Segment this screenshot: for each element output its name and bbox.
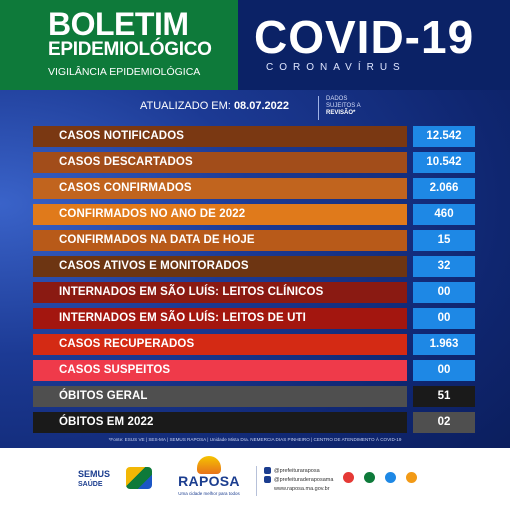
- footer-divider: [256, 466, 257, 496]
- revision-note-line1: DADOS: [326, 96, 348, 102]
- raposa-name: RAPOSA: [178, 473, 240, 489]
- stat-label: CASOS ATIVOS E MONITORADOS: [33, 256, 407, 277]
- stat-value: 460: [413, 204, 475, 225]
- unit-badge-icon: [343, 472, 354, 483]
- stat-row: [33, 308, 475, 329]
- stat-label: INTERNADOS EM SÃO LUÍS: LEITOS DE UTI: [33, 308, 407, 329]
- facebook-handle: @prefeituraderaposama: [274, 477, 334, 483]
- social-links: [264, 467, 333, 494]
- stat-row: [33, 256, 475, 277]
- stat-label: CASOS SUSPEITOS: [33, 360, 407, 381]
- footer: [0, 448, 510, 510]
- revision-note-line3: REVISÃO*: [326, 110, 356, 116]
- stat-value: 00: [413, 282, 475, 303]
- updated-label: ATUALIZADO EM:: [140, 100, 231, 112]
- raposa-sun-icon: [197, 456, 221, 474]
- stat-row: [33, 126, 475, 147]
- covid-title: COVID-19: [254, 11, 475, 63]
- semus-logo: [126, 467, 152, 489]
- title-line1: BOLETIM: [48, 6, 189, 42]
- saude-label: SAÚDE: [78, 481, 103, 488]
- stat-value: 15: [413, 230, 475, 251]
- stat-value: 10.542: [413, 152, 475, 173]
- updated-divider: [318, 96, 319, 120]
- stat-label: CONFIRMADOS NO ANO DE 2022: [33, 204, 407, 225]
- stat-row: [33, 152, 475, 173]
- coronavirus-label: CORONAVÍRUS: [266, 62, 406, 73]
- stat-label: INTERNADOS EM SÃO LUÍS: LEITOS CLÍNICOS: [33, 282, 407, 303]
- stat-row: [33, 334, 475, 355]
- stat-value: 02: [413, 412, 475, 433]
- source-note: *Fonte: ESUS VE | SES-MA | SEMUS RAPOSA | Unidade Mista Dra. NEMERCIA DIAS PINHEIRO | CENTRO DE ATENDIMENTO À COVID-19: [108, 437, 402, 442]
- facebook-icon: [264, 476, 271, 483]
- stat-label: ÓBITOS EM 2022: [33, 412, 407, 433]
- bulletin-title-block: [0, 0, 238, 90]
- stat-row: [33, 360, 475, 381]
- stat-row: [33, 412, 475, 433]
- unit-badge-icon: [406, 472, 417, 483]
- covid-title-block: [238, 0, 510, 90]
- stat-row: [33, 386, 475, 407]
- stat-value: 2.066: [413, 178, 475, 199]
- stat-label: CASOS NOTIFICADOS: [33, 126, 407, 147]
- unit-badge-icon: [385, 472, 396, 483]
- stat-row: [33, 230, 475, 251]
- facebook-link[interactable]: [264, 476, 333, 485]
- revision-note-line2: SUJEITOS A: [326, 103, 361, 109]
- stat-value: 00: [413, 308, 475, 329]
- title-subtitle: VIGILÂNCIA EPIDEMIOLÓGICA: [48, 66, 201, 78]
- stat-value: 00: [413, 360, 475, 381]
- raposa-logo: [176, 456, 242, 500]
- stat-value: 51: [413, 386, 475, 407]
- semus-label: SEMUS: [78, 469, 111, 479]
- stat-label: CASOS RECUPERADOS: [33, 334, 407, 355]
- raposa-tagline: Uma cidade melhor para todos: [178, 491, 240, 496]
- title-line2: EPIDEMIOLÓGICO: [48, 39, 212, 60]
- website-link[interactable]: [264, 485, 333, 494]
- stat-value: 12.542: [413, 126, 475, 147]
- website-url: www.raposa.ma.gov.br: [274, 486, 330, 492]
- instagram-handle: @prefeituraraposa: [274, 468, 320, 474]
- stat-label: CONFIRMADOS NA DATA DE HOJE: [33, 230, 407, 251]
- stat-label: CASOS CONFIRMADOS: [33, 178, 407, 199]
- stat-row: [33, 204, 475, 225]
- stat-row: [33, 178, 475, 199]
- stat-label: ÓBITOS GERAL: [33, 386, 407, 407]
- updated-date: 08.07.2022: [233, 100, 289, 112]
- stat-value: 32: [413, 256, 475, 277]
- web-icon: [264, 485, 271, 492]
- revision-note: [326, 96, 386, 117]
- updated-line: [140, 100, 289, 112]
- header: [0, 0, 510, 90]
- instagram-link[interactable]: [264, 467, 333, 476]
- semus-logo-text: [78, 470, 110, 489]
- stat-label: CASOS DESCARTADOS: [33, 152, 407, 173]
- unit-badge-icon: [364, 472, 375, 483]
- stat-value: 1.963: [413, 334, 475, 355]
- instagram-icon: [264, 467, 271, 474]
- stat-row: [33, 282, 475, 303]
